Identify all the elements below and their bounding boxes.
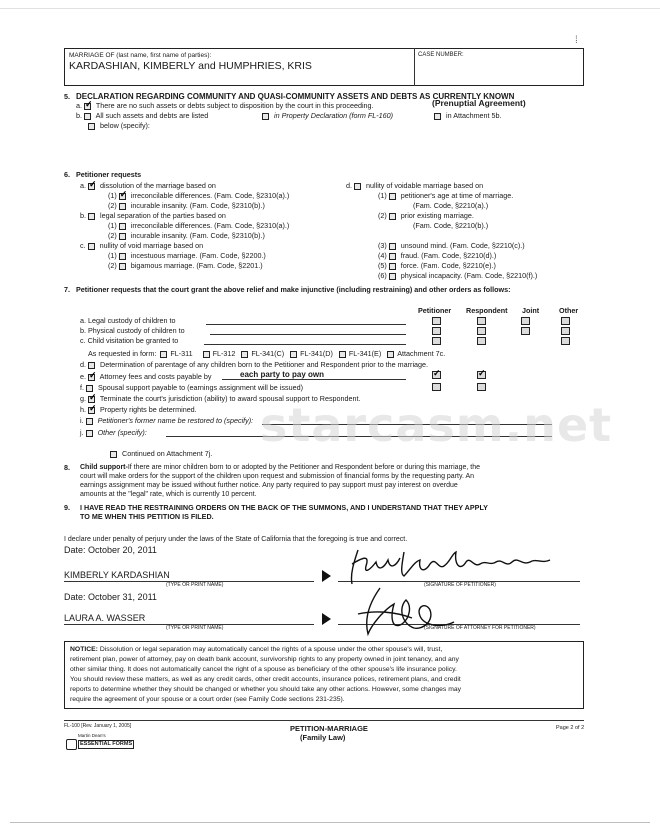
sec6-d1a-text: petitioner's age at time of marriage. [400, 191, 514, 200]
attachment-7c-checkbox[interactable] [387, 351, 394, 358]
sec6-d5-text: force. (Fam. Code, §2210(e).) [400, 261, 496, 270]
sec6-c1-text: incestuous marriage. (Fam. Code, §2200.) [130, 251, 266, 260]
date1-value: October 20, 2011 [88, 545, 157, 555]
sec7-i-text: Petitioner's former name be restored to (specify): [97, 416, 254, 425]
sec5-b-opt1-text: in Property Declaration (form FL-160) [274, 111, 394, 120]
b-joint-checkbox[interactable] [521, 327, 530, 335]
logo-top: Martin Dean's [78, 733, 106, 738]
sec7-j [80, 428, 147, 437]
other-checkbox[interactable] [86, 430, 93, 437]
sec6-b2 [108, 231, 265, 240]
below-specify-checkbox[interactable] [88, 123, 95, 130]
sec7-j-text: Other (specify): [97, 428, 147, 437]
sec8-number: 8. [64, 463, 70, 472]
void-marriage-checkbox[interactable] [88, 243, 95, 250]
sec8-text1: If there are minor children born to or adopted by the Petitioner and Respondent before or during this marriage, the [127, 464, 480, 471]
sec7-a: a. Legal custody of children to [80, 316, 176, 325]
c-respondent-checkbox[interactable] [477, 337, 486, 345]
sec7-a-line [206, 324, 406, 325]
sec5-title: DECLARATION REGARDING COMMUNITY AND QUASI-COMMUNITY ASSETS AND DEBTS AS CURRENTLY KNOWN [76, 92, 515, 101]
sec6-d1 [378, 191, 513, 200]
bigamous-checkbox[interactable] [119, 263, 126, 270]
sec7-b-line [210, 334, 406, 335]
sec7-d-text: Determination of parentage of any children born to the Petitioner and Respondent prior to the marriage. [100, 360, 429, 369]
sec5-a [76, 101, 374, 110]
sec9-text1: I HAVE READ THE RESTRAINING ORDERS ON THE BACK OF THE SUMMONS, AND I UNDERSTAND THAT THEY APPLY [80, 503, 488, 512]
sec7-i-letter: i. [80, 416, 84, 425]
sec5-b-opt1 [262, 111, 393, 120]
sec7-h [80, 405, 197, 414]
scan-mark: ⁞ [575, 35, 578, 46]
as-requested-row [88, 349, 445, 358]
sec7-f-letter: f. [80, 383, 84, 392]
footer-rule [64, 720, 584, 721]
sec8-line1 [80, 463, 480, 472]
sec6-d3-num: (3) [378, 241, 387, 250]
declaration-text: I declare under penalty of perjury under the laws of the State of California that the foregoing is true and correct. [64, 536, 408, 543]
scan-artifact-bottom [10, 822, 650, 823]
sec6-d2 [378, 211, 474, 220]
former-name-checkbox[interactable] [86, 418, 93, 425]
scan-artifact [0, 8, 660, 9]
fl341d-label: FL-341(D) [300, 349, 333, 358]
attorney-fees-checkbox[interactable] [88, 374, 95, 381]
sec6-d4 [378, 251, 496, 260]
sec9-text2: TO ME WHEN THIS PETITION IS FILED. [80, 512, 214, 521]
caption-divider [414, 48, 415, 86]
sec6-a1-text: irreconcilable differences. (Fam. Code, §2310(a).) [130, 191, 290, 200]
sec6-d2-num: (2) [378, 211, 387, 220]
sec5-b [76, 111, 208, 120]
attachment-5b-checkbox[interactable] [434, 113, 441, 120]
sec6-title: Petitioner requests [76, 170, 142, 179]
sec6-a2-text: incurable insanity. (Fam. Code, §2310(b).) [130, 201, 265, 210]
as-requested-label: As requested in form: [88, 349, 157, 358]
sec6-b [80, 211, 226, 220]
notice-l1: Dissolution or legal separation may automatically cancel the rights of a spouse under the other spouse's will, trust, [99, 646, 443, 653]
e-petitioner-checkbox[interactable] [432, 371, 441, 379]
sec6-d6 [378, 271, 537, 280]
type-print-1: (TYPE OR PRINT NAME) [166, 582, 224, 588]
sec5-a-text: There are no such assets or debts subject to disposition by the court in this proceeding. [95, 101, 374, 110]
sec7-title: Petitioner requests that the court grant the above relief and make injunctive (including restraining) and other orders as follows: [76, 285, 511, 294]
sec6-c [80, 241, 203, 250]
sec7-d [80, 360, 428, 369]
date1-label: Date: [64, 545, 86, 555]
sec6-b1-text: irreconcilable differences. (Fam. Code, §2310(a).) [130, 221, 290, 230]
date1-row [64, 545, 157, 556]
sec6-b1 [108, 221, 289, 230]
sec8-text4: amounts at the "legal" rate, which is currently 10 percent. [80, 491, 257, 498]
sec7-f [80, 383, 303, 392]
fl312-label: FL-312 [212, 349, 236, 358]
sep-insanity-checkbox[interactable] [119, 233, 126, 240]
fraud-checkbox[interactable] [389, 253, 396, 260]
sec6-d3-text: unsound mind. (Fam. Code, §2210(c).) [400, 241, 525, 250]
sec6-d6-text: physical incapacity. (Fam. Code, §2210(f).) [400, 271, 538, 280]
attachment-7c-label: Attachment 7c. [397, 349, 446, 358]
sec7-b: b. Physical custody of children to [80, 326, 185, 335]
sec6-c2-num: (2) [108, 261, 117, 270]
sec6-c2 [108, 261, 263, 270]
attorney-fees-value: each party to pay own [240, 370, 325, 379]
dissolution-checkbox[interactable] [88, 183, 95, 190]
sec6-d [346, 181, 483, 190]
watermark: starcasm.net [260, 398, 613, 452]
sec6-a2-num: (2) [108, 201, 117, 210]
sec7-c: c. Child visitation be granted to [80, 336, 179, 345]
notice-l6: require the agreement of your spouse or a court order (see Family Code sections 231-235). [70, 696, 345, 703]
sec8-text2: court will make orders for the support of the children upon request and submission of financial forms by the requesting party. An [80, 473, 475, 480]
sep-irreconcilable-checkbox[interactable] [119, 223, 126, 230]
sec7-f-text: Spousal support payable to (earnings assignment will be issued) [98, 383, 303, 392]
petitioner-name: KIMBERLY KARDASHIAN [64, 570, 170, 580]
sec6-c1-num: (1) [108, 251, 117, 260]
b-petitioner-checkbox[interactable] [432, 327, 441, 335]
notice-l4: You should review these matters, as well as any credit cards, other credit accounts, insurance polices, retirement plans, and credit [70, 676, 461, 683]
sec5-b-opt3 [88, 121, 150, 130]
sec5-b-text: All such assets and debts are listed [95, 111, 209, 120]
sec5-b-opt2 [434, 111, 502, 120]
sec6-d-text: nullity of voidable marriage based on [366, 181, 484, 190]
property-rights-checkbox[interactable] [88, 407, 95, 414]
logo-name: ESSENTIAL FORMS [80, 741, 133, 747]
sec6-a1-num: (1) [108, 191, 117, 200]
f-petitioner-checkbox[interactable] [432, 383, 441, 391]
c-petitioner-checkbox[interactable] [432, 337, 441, 345]
sec6-a-text: dissolution of the marriage based on [100, 181, 216, 190]
force-checkbox[interactable] [389, 263, 396, 270]
a-joint-checkbox[interactable] [521, 317, 530, 325]
fl311-checkbox[interactable] [160, 351, 167, 358]
sec6-b1-num: (1) [108, 221, 117, 230]
arrow-icon [322, 613, 331, 625]
a-petitioner-checkbox[interactable] [432, 317, 441, 325]
sec6-d-letter: d. [346, 181, 352, 190]
col-other: Other [559, 306, 579, 315]
sec7-e-text: Attorney fees and costs payable by [99, 372, 212, 381]
logo-mark-icon [66, 739, 77, 750]
petitioner-signature [340, 544, 580, 588]
continued-7j-checkbox[interactable] [110, 451, 117, 458]
notice-line1 [70, 645, 442, 654]
prior-marriage-checkbox[interactable] [389, 213, 396, 220]
footer-title: PETITION-MARRIAGE [290, 724, 368, 733]
sec7-e-line [222, 379, 406, 380]
sec6-c2-text: bigamous marriage. (Fam. Code, §2201.) [130, 261, 263, 270]
sec6-c-letter: c. [80, 241, 86, 250]
footer-page: Page 2 of 2 [556, 725, 585, 731]
a-respondent-checkbox[interactable] [477, 317, 486, 325]
notice-label: NOTICE: [70, 646, 98, 653]
fl341c-label: FL-341(C) [251, 349, 285, 358]
terminate-jurisdiction-checkbox[interactable] [88, 396, 95, 403]
sec6-d1-num: (1) [378, 191, 387, 200]
sec7-g-letter: g. [80, 394, 86, 403]
sec7-e-letter: e. [80, 372, 86, 381]
parentage-checkbox[interactable] [88, 362, 95, 369]
sec6-d2b-text: (Fam. Code, §2210(b).) [413, 221, 489, 230]
sec7-number: 7. [64, 285, 70, 294]
sec6-a1 [108, 191, 289, 200]
date2-row [64, 592, 157, 603]
parties-name: KARDASHIAN, KIMBERLY and HUMPHRIES, KRIS [69, 60, 312, 72]
notice-l2: retirement plan, power of attorney, pay on death bank account, survivorship rights to any property owned in joint tenancy, and any [70, 656, 459, 663]
sec6-d1b-text: (Fam. Code, §2210(a).) [413, 201, 489, 210]
sec8-lead: Child support- [80, 464, 128, 471]
incurable-insanity-checkbox[interactable] [119, 203, 126, 210]
sec7-h-text: Property rights be determined. [100, 405, 197, 414]
continued-7j-text: Continued on Attachment 7j. [122, 449, 213, 458]
incestuous-checkbox[interactable] [119, 253, 126, 260]
sec6-number: 6. [64, 170, 70, 179]
attorney-signature [350, 584, 460, 642]
f-respondent-checkbox[interactable] [477, 383, 486, 391]
sec6-d5 [378, 261, 496, 270]
notice-l5: reports to determine whether they should be changed or whether you should take any other actions. However, some changes may [70, 686, 462, 693]
notice-l3: other similar thing. It does not automatically cancel the right of a spouse as beneficiary of the other spouse's life insurance policy. [70, 666, 457, 673]
date2-label: Date: [64, 592, 86, 602]
sec6-d5-num: (5) [378, 261, 387, 270]
sec6-a-letter: a. [80, 181, 86, 190]
sec6-b-letter: b. [80, 211, 86, 220]
sec5-b-opt2-text: in Attachment 5b. [446, 111, 502, 120]
a-other-checkbox[interactable] [561, 317, 570, 325]
legal-separation-checkbox[interactable] [88, 213, 95, 220]
date2-value: October 31, 2011 [88, 592, 157, 602]
sec6-b2-text: incurable insanity. (Fam. Code, §2310(b).) [130, 231, 265, 240]
arrow-icon [322, 570, 331, 582]
col-respondent: Respondent [466, 306, 508, 315]
b-respondent-checkbox[interactable] [477, 327, 486, 335]
sig-attorney-label: (SIGNATURE OF ATTORNEY FOR PETITIONER) [424, 625, 536, 631]
sec6-d3 [378, 241, 525, 250]
fl311-label: FL-311 [170, 349, 193, 358]
physical-incapacity-checkbox[interactable] [389, 273, 396, 280]
sec6-a2 [108, 201, 265, 210]
sec6-c1 [108, 251, 266, 260]
sec5-a-checkbox[interactable] [84, 103, 91, 110]
sec7-d-letter: d. [80, 360, 86, 369]
essential-forms-logo [66, 733, 133, 751]
fl341d-checkbox[interactable] [290, 351, 297, 358]
type-print-2: (TYPE OR PRINT NAME) [166, 625, 224, 631]
sec7-i [80, 416, 253, 425]
sig-petitioner-label: (SIGNATURE OF PETITIONER) [424, 582, 496, 588]
e-respondent-checkbox[interactable] [477, 371, 486, 379]
caption-label: MARRIAGE OF (last name, first name of parties): [69, 52, 212, 59]
sec6-d4-text: fraud. (Fam. Code, §2210(d).) [400, 251, 497, 260]
sec9-number: 9. [64, 503, 70, 512]
sec5-b-opt3-text: below (specify): [100, 121, 150, 130]
fl341e-label: FL-341(E) [348, 349, 382, 358]
sec7-j-letter: j. [80, 428, 84, 437]
spousal-support-checkbox[interactable] [86, 385, 93, 392]
unsound-mind-checkbox[interactable] [389, 243, 396, 250]
voidable-marriage-checkbox[interactable] [354, 183, 361, 190]
sec6-b2-num: (2) [108, 231, 117, 240]
attorney-name: LAURA A. WASSER [64, 613, 146, 623]
sec6-b-text: legal separation of the parties based on [100, 211, 226, 220]
c-other-checkbox[interactable] [561, 337, 570, 345]
irreconcilable-differences-checkbox[interactable] [119, 193, 126, 200]
footer-form-id: FL-100 [Rev. January 1, 2005] [64, 723, 132, 729]
sec6-d2a-text: prior existing marriage. [400, 211, 474, 220]
col-joint: Joint [522, 306, 540, 315]
property-declaration-checkbox[interactable] [262, 113, 269, 120]
prenup-note: (Prenuptial Agreement) [432, 98, 526, 108]
sec8-text3: earnings assignment may be issued without further notice. Any party required to pay support must pay interest on overdue [80, 482, 458, 489]
fl341c-checkbox[interactable] [241, 351, 248, 358]
sec7-c-line [204, 344, 406, 345]
fl341e-checkbox[interactable] [339, 351, 346, 358]
col-petitioner: Petitioner [418, 306, 452, 315]
case-number-label: CASE NUMBER: [418, 52, 464, 58]
sec5-b-letter: b. [76, 111, 82, 120]
sec6-d6-num: (6) [378, 271, 387, 280]
sec7-e [80, 372, 211, 381]
sec5-number: 5. [64, 92, 70, 101]
sec5-b-checkbox[interactable] [84, 113, 91, 120]
sec6-a [80, 181, 216, 190]
sec7-g-text: Terminate the court's jurisdiction (ability) to award spousal support to Respondent. [99, 394, 361, 403]
sec5-a-letter: a. [76, 101, 82, 110]
continued-7j [110, 449, 212, 458]
footer-subtitle: (Family Law) [300, 733, 346, 742]
sec6-d4-num: (4) [378, 251, 387, 260]
fl312-checkbox[interactable] [203, 351, 210, 358]
petitioner-age-checkbox[interactable] [389, 193, 396, 200]
b-other-checkbox[interactable] [561, 327, 570, 335]
sec6-c-text: nullity of void marriage based on [99, 241, 204, 250]
sec7-h-letter: h. [80, 405, 86, 414]
